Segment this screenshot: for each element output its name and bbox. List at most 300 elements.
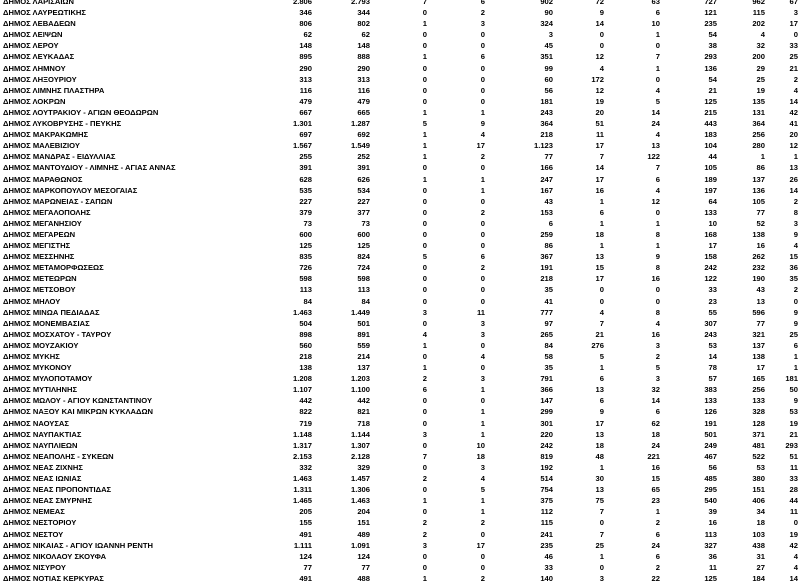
value-cell: 777 bbox=[540, 307, 553, 317]
value-cell: 103 bbox=[752, 529, 765, 539]
value-cell: 13 bbox=[651, 141, 660, 151]
value-cell: 9 bbox=[599, 8, 604, 18]
value-cell: 379 bbox=[299, 207, 312, 217]
table-row bbox=[0, 307, 800, 318]
municipality-name-cell: ΔΗΜΟΣ ΛΟΥΤΡΑΚΙΟΥ - ΑΓΙΩΝ ΘΕΟΔΩΡΩΝ bbox=[3, 107, 159, 117]
value-cell: 0 bbox=[422, 485, 427, 495]
value-cell: 205 bbox=[299, 507, 312, 517]
value-cell: 17 bbox=[595, 141, 604, 151]
municipality-name-cell: ΔΗΜΟΣ ΝΕΑΣ ΙΩΝΙΑΣ bbox=[3, 474, 82, 484]
value-cell: 824 bbox=[357, 252, 370, 262]
municipality-name-cell: ΔΗΜΟΣ ΝΕΣΤΟΥ bbox=[3, 529, 64, 539]
value-cell: 42 bbox=[789, 540, 798, 550]
value-cell: 1 bbox=[480, 107, 485, 117]
value-cell: 2 bbox=[655, 518, 660, 528]
value-cell: 364 bbox=[540, 119, 553, 129]
value-cell: 1 bbox=[480, 429, 485, 439]
value-cell: 344 bbox=[357, 8, 370, 18]
value-cell: 36 bbox=[708, 551, 717, 561]
table-row bbox=[0, 462, 800, 473]
value-cell: 29 bbox=[756, 63, 765, 73]
value-cell: 64 bbox=[708, 196, 717, 206]
value-cell: 697 bbox=[299, 130, 312, 140]
value-cell: 4 bbox=[480, 474, 485, 484]
value-cell: 5 bbox=[422, 252, 427, 262]
value-cell: 17 bbox=[595, 274, 604, 284]
value-cell: 1 bbox=[793, 152, 798, 162]
value-cell: 23 bbox=[651, 496, 660, 506]
value-cell: 53 bbox=[789, 407, 798, 417]
value-cell: 898 bbox=[299, 329, 312, 339]
value-cell: 113 bbox=[357, 285, 370, 295]
value-cell: 16 bbox=[651, 462, 660, 472]
value-cell: 52 bbox=[756, 218, 765, 228]
value-cell: 6 bbox=[793, 340, 798, 350]
value-cell: 247 bbox=[540, 174, 553, 184]
value-cell: 24 bbox=[651, 540, 660, 550]
value-cell: 1.144 bbox=[350, 429, 370, 439]
value-cell: 488 bbox=[357, 573, 370, 583]
value-cell: 0 bbox=[422, 207, 427, 217]
value-cell: 155 bbox=[299, 518, 312, 528]
table-row bbox=[0, 185, 800, 196]
municipality-name-cell: ΔΗΜΟΣ ΜΥΚΟΝΟΥ bbox=[3, 363, 72, 373]
value-cell: 1 bbox=[422, 340, 427, 350]
value-cell: 14 bbox=[789, 96, 798, 106]
value-cell: 1 bbox=[760, 152, 765, 162]
value-cell: 148 bbox=[357, 41, 370, 51]
value-cell: 151 bbox=[752, 485, 765, 495]
value-cell: 2 bbox=[480, 518, 485, 528]
value-cell: 1.463 bbox=[292, 474, 312, 484]
value-cell: 19 bbox=[789, 529, 798, 539]
value-cell: 44 bbox=[708, 152, 717, 162]
table-row bbox=[0, 495, 800, 506]
value-cell: 77 bbox=[361, 562, 370, 572]
value-cell: 328 bbox=[752, 407, 765, 417]
value-cell: 18 bbox=[476, 451, 485, 461]
value-cell: 4 bbox=[480, 130, 485, 140]
municipality-name-cell: ΔΗΜΟΣ ΜΩΛΟΥ - ΑΓΙΟΥ ΚΩΝΣΤΑΝΤΙΝΟΥ bbox=[3, 396, 153, 406]
value-cell: 14 bbox=[708, 352, 717, 361]
value-cell: 0 bbox=[422, 352, 427, 361]
value-cell: 48 bbox=[595, 451, 604, 461]
value-cell: 3 bbox=[655, 340, 660, 350]
municipality-name-cell: ΔΗΜΟΣ ΛΑΡΙΣΑΙΩΝ bbox=[3, 0, 75, 6]
value-cell: 10 bbox=[651, 19, 660, 29]
value-cell: 1 bbox=[599, 363, 604, 373]
value-cell: 43 bbox=[544, 196, 553, 206]
value-cell: 242 bbox=[540, 440, 553, 450]
value-cell: 1 bbox=[422, 152, 427, 162]
value-cell: 0 bbox=[422, 462, 427, 472]
value-cell: 7 bbox=[599, 318, 604, 328]
value-cell: 8 bbox=[655, 263, 660, 273]
value-cell: 33 bbox=[789, 41, 798, 51]
value-cell: 77 bbox=[544, 152, 553, 162]
value-cell: 30 bbox=[595, 474, 604, 484]
value-cell: 0 bbox=[422, 241, 427, 251]
value-cell: 166 bbox=[540, 163, 553, 173]
value-cell: 2 bbox=[793, 196, 798, 206]
value-cell: 151 bbox=[357, 518, 370, 528]
municipality-name-cell: ΔΗΜΟΣ ΝΑΥΠΛΙΕΩΝ bbox=[3, 440, 78, 450]
value-cell: 241 bbox=[540, 529, 553, 539]
municipality-name-cell: ΔΗΜΟΣ ΜΑΡΑΘΩΝΟΣ bbox=[3, 174, 83, 184]
value-cell: 438 bbox=[752, 540, 765, 550]
value-cell: 2.128 bbox=[350, 451, 370, 461]
value-cell: 21 bbox=[595, 329, 604, 339]
value-cell: 1 bbox=[480, 407, 485, 417]
municipality-name-cell: ΔΗΜΟΣ ΛΥΚΟΒΡΥΣΗΣ - ΠΕΥΚΗΣ bbox=[3, 119, 122, 129]
value-cell: 25 bbox=[756, 74, 765, 84]
value-cell: 0 bbox=[422, 263, 427, 273]
value-cell: 62 bbox=[303, 30, 312, 40]
value-cell: 227 bbox=[299, 196, 312, 206]
value-cell: 6 bbox=[548, 218, 553, 228]
value-cell: 0 bbox=[422, 85, 427, 95]
value-cell: 1.311 bbox=[293, 485, 312, 495]
value-cell: 534 bbox=[357, 185, 370, 195]
value-cell: 77 bbox=[756, 318, 765, 328]
value-cell: 6 bbox=[655, 407, 660, 417]
value-cell: 481 bbox=[752, 440, 765, 450]
value-cell: 13 bbox=[595, 385, 604, 395]
value-cell: 1.208 bbox=[292, 374, 312, 384]
value-cell: 1.287 bbox=[350, 119, 370, 129]
value-cell: 0 bbox=[422, 440, 427, 450]
table-row bbox=[0, 51, 800, 62]
value-cell: 72 bbox=[595, 0, 604, 6]
value-cell: 56 bbox=[708, 462, 717, 472]
value-cell: 17 bbox=[476, 141, 485, 151]
value-cell: 6 bbox=[480, 252, 485, 262]
value-cell: 21 bbox=[789, 429, 798, 439]
value-cell: 7 bbox=[599, 529, 604, 539]
value-cell: 0 bbox=[480, 396, 485, 406]
municipality-name-cell: ΔΗΜΟΣ ΜΑΝΔΡΑΣ - ΕΙΔΥΛΛΙΑΣ bbox=[3, 152, 116, 162]
value-cell: 514 bbox=[540, 474, 553, 484]
value-cell: 12 bbox=[595, 52, 604, 62]
value-cell: 15 bbox=[651, 474, 660, 484]
value-cell: 276 bbox=[591, 340, 604, 350]
value-cell: 17 bbox=[595, 418, 604, 428]
value-cell: 0 bbox=[599, 296, 604, 306]
value-cell: 0 bbox=[422, 185, 427, 195]
value-cell: 504 bbox=[299, 318, 312, 328]
value-cell: 19 bbox=[756, 85, 765, 95]
value-cell: 1 bbox=[599, 462, 604, 472]
value-cell: 105 bbox=[704, 163, 717, 173]
value-cell: 9 bbox=[655, 252, 660, 262]
value-cell: 168 bbox=[704, 229, 717, 239]
table-row bbox=[0, 207, 800, 218]
value-cell: 1 bbox=[655, 507, 660, 517]
value-cell: 0 bbox=[793, 296, 798, 306]
table-row bbox=[0, 562, 800, 573]
value-cell: 442 bbox=[299, 396, 312, 406]
value-cell: 126 bbox=[704, 407, 717, 417]
value-cell: 895 bbox=[299, 52, 312, 62]
value-cell: 1.465 bbox=[292, 496, 312, 506]
table-row bbox=[0, 85, 800, 96]
value-cell: 3 bbox=[422, 540, 427, 550]
table-row bbox=[0, 40, 800, 51]
value-cell: 84 bbox=[361, 296, 370, 306]
value-cell: 122 bbox=[704, 274, 717, 284]
value-cell: 18 bbox=[595, 229, 604, 239]
value-cell: 9 bbox=[599, 407, 604, 417]
value-cell: 1 bbox=[599, 241, 604, 251]
value-cell: 692 bbox=[357, 130, 370, 140]
value-cell: 0 bbox=[422, 296, 427, 306]
value-cell: 0 bbox=[422, 41, 427, 51]
municipality-name-cell: ΔΗΜΟΣ ΝΕΣΤΟΡΙΟΥ bbox=[3, 518, 77, 528]
value-cell: 0 bbox=[422, 63, 427, 73]
value-cell: 888 bbox=[357, 52, 370, 62]
value-cell: 7 bbox=[655, 52, 660, 62]
value-cell: 255 bbox=[299, 152, 312, 162]
value-cell: 3 bbox=[548, 30, 553, 40]
value-cell: 1.449 bbox=[350, 307, 370, 317]
value-cell: 1 bbox=[422, 19, 427, 29]
value-cell: 1 bbox=[655, 30, 660, 40]
value-cell: 181 bbox=[540, 96, 553, 106]
value-cell: 121 bbox=[704, 8, 717, 18]
value-cell: 192 bbox=[540, 462, 553, 472]
value-cell: 136 bbox=[752, 185, 765, 195]
municipality-name-cell: ΔΗΜΟΣ ΝΕΑΣ ΖΙΧΝΗΣ bbox=[3, 462, 83, 472]
value-cell: 17 bbox=[789, 19, 798, 29]
value-cell: 9 bbox=[793, 229, 798, 239]
value-cell: 104 bbox=[704, 141, 717, 151]
value-cell: 13 bbox=[595, 429, 604, 439]
municipality-name-cell: ΔΗΜΟΣ ΝΑΟΥΣΑΣ bbox=[3, 418, 69, 428]
value-cell: 249 bbox=[704, 440, 717, 450]
value-cell: 53 bbox=[708, 340, 717, 350]
value-cell: 3 bbox=[599, 573, 604, 583]
table-row bbox=[0, 551, 800, 562]
value-cell: 1 bbox=[422, 107, 427, 117]
value-cell: 301 bbox=[540, 418, 553, 428]
value-cell: 54 bbox=[708, 30, 717, 40]
value-cell: 33 bbox=[789, 474, 798, 484]
municipality-name-cell: ΔΗΜΟΣ ΜΑΛΕΒΙΖΙΟΥ bbox=[3, 141, 80, 151]
value-cell: 26 bbox=[789, 174, 798, 184]
value-cell: 13 bbox=[789, 163, 798, 173]
value-cell: 136 bbox=[704, 63, 717, 73]
value-cell: 19 bbox=[595, 96, 604, 106]
municipality-name-cell: ΔΗΜΟΣ ΛΑΥΡΕΩΤΙΚΗΣ bbox=[3, 8, 86, 18]
value-cell: 501 bbox=[704, 429, 717, 439]
value-cell: 891 bbox=[357, 329, 370, 339]
value-cell: 3 bbox=[480, 318, 485, 328]
municipality-name-cell: ΔΗΜΟΣ ΜΕΓΑΡΕΩΝ bbox=[3, 229, 76, 239]
table-row bbox=[0, 118, 800, 129]
value-cell: 559 bbox=[357, 340, 370, 350]
municipality-name-cell: ΔΗΜΟΣ ΜΑΡΚΟΠΟΥΛΟΥ ΜΕΣΟΓΑΙΑΣ bbox=[3, 185, 138, 195]
value-cell: 1 bbox=[480, 185, 485, 195]
value-cell: 406 bbox=[752, 496, 765, 506]
value-cell: 44 bbox=[789, 496, 798, 506]
value-cell: 22 bbox=[651, 573, 660, 583]
table-row bbox=[0, 384, 800, 395]
municipality-name-cell: ΔΗΜΟΣ ΜΑΚΡΑΚΩΜΗΣ bbox=[3, 130, 89, 140]
value-cell: 42 bbox=[789, 107, 798, 117]
value-cell: 835 bbox=[299, 252, 312, 262]
value-cell: 97 bbox=[544, 318, 553, 328]
value-cell: 4 bbox=[655, 318, 660, 328]
value-cell: 479 bbox=[299, 96, 312, 106]
table-row bbox=[0, 406, 800, 417]
value-cell: 3 bbox=[480, 374, 485, 384]
value-cell: 265 bbox=[540, 329, 553, 339]
municipality-name-cell: ΔΗΜΟΣ ΝΙΚΑΙΑΣ - ΑΓΙΟΥ ΙΩΑΝΝΗ ΡΕΝΤΗ bbox=[3, 540, 154, 550]
value-cell: 218 bbox=[299, 352, 312, 361]
value-cell: 383 bbox=[704, 385, 717, 395]
municipality-name-cell: ΔΗΜΟΣ ΛΕΙΨΩΝ bbox=[3, 30, 63, 40]
value-cell: 189 bbox=[704, 174, 717, 184]
value-cell: 628 bbox=[299, 174, 312, 184]
value-cell: 17 bbox=[756, 363, 765, 373]
value-cell: 1 bbox=[480, 496, 485, 506]
table-row bbox=[0, 151, 800, 162]
value-cell: 754 bbox=[540, 485, 553, 495]
value-cell: 133 bbox=[704, 396, 717, 406]
value-cell: 1.457 bbox=[350, 474, 370, 484]
value-cell: 73 bbox=[361, 218, 370, 228]
value-cell: 0 bbox=[480, 529, 485, 539]
value-cell: 158 bbox=[704, 252, 717, 262]
municipality-name-cell: ΔΗΜΟΣ ΛΕΒΑΔΕΩΝ bbox=[3, 19, 76, 29]
value-cell: 9 bbox=[793, 307, 798, 317]
table-row bbox=[0, 529, 800, 540]
municipality-name-cell: ΔΗΜΟΣ ΜΥΛΟΠΟΤΑΜΟΥ bbox=[3, 374, 93, 384]
value-cell: 183 bbox=[704, 130, 717, 140]
value-cell: 5 bbox=[655, 363, 660, 373]
value-cell: 242 bbox=[704, 263, 717, 273]
value-cell: 2.793 bbox=[350, 0, 370, 6]
value-cell: 133 bbox=[752, 396, 765, 406]
value-cell: 32 bbox=[756, 41, 765, 51]
value-cell: 20 bbox=[789, 130, 798, 140]
value-cell: 0 bbox=[422, 318, 427, 328]
municipality-name-cell: ΔΗΜΟΣ ΝΕΑΣ ΠΡΟΠΟΝΤΙΔΑΣ bbox=[3, 485, 112, 495]
value-cell: 84 bbox=[303, 296, 312, 306]
value-cell: 8 bbox=[655, 307, 660, 317]
value-cell: 7 bbox=[655, 163, 660, 173]
value-cell: 1 bbox=[422, 174, 427, 184]
value-cell: 2 bbox=[793, 285, 798, 295]
value-cell: 115 bbox=[540, 518, 553, 528]
table-row bbox=[0, 506, 800, 517]
value-cell: 214 bbox=[357, 352, 370, 361]
value-cell: 105 bbox=[752, 196, 765, 206]
value-cell: 1.111 bbox=[293, 540, 312, 550]
value-cell: 75 bbox=[595, 496, 604, 506]
value-cell: 184 bbox=[752, 573, 765, 583]
value-cell: 7 bbox=[599, 152, 604, 162]
value-cell: 0 bbox=[480, 229, 485, 239]
value-cell: 295 bbox=[704, 485, 717, 495]
value-cell: 1 bbox=[422, 573, 427, 583]
value-cell: 116 bbox=[357, 85, 370, 95]
value-cell: 6 bbox=[655, 529, 660, 539]
value-cell: 58 bbox=[544, 352, 553, 361]
value-cell: 600 bbox=[357, 229, 370, 239]
value-cell: 21 bbox=[708, 85, 717, 95]
value-cell: 25 bbox=[789, 52, 798, 62]
value-cell: 0 bbox=[480, 41, 485, 51]
value-cell: 0 bbox=[422, 74, 427, 84]
value-cell: 290 bbox=[357, 63, 370, 73]
value-cell: 51 bbox=[595, 119, 604, 129]
value-cell: 10 bbox=[476, 440, 485, 450]
municipality-name-cell: ΔΗΜΟΣ ΝΙΣΥΡΟΥ bbox=[3, 562, 66, 572]
value-cell: 3 bbox=[480, 329, 485, 339]
value-cell: 626 bbox=[357, 174, 370, 184]
value-cell: 391 bbox=[299, 163, 312, 173]
value-cell: 0 bbox=[480, 163, 485, 173]
value-cell: 4 bbox=[655, 85, 660, 95]
value-cell: 2 bbox=[480, 263, 485, 273]
municipality-name-cell: ΔΗΜΟΣ ΜΟΥΖΑΚΙΟΥ bbox=[3, 340, 79, 350]
value-cell: 77 bbox=[756, 207, 765, 217]
value-cell: 2 bbox=[480, 8, 485, 18]
value-cell: 1.203 bbox=[350, 374, 370, 384]
value-cell: 0 bbox=[655, 74, 660, 84]
value-cell: 2.806 bbox=[292, 0, 312, 6]
value-cell: 332 bbox=[299, 462, 312, 472]
value-cell: 802 bbox=[357, 19, 370, 29]
municipality-name-cell: ΔΗΜΟΣ ΛΗΞΟΥΡΙΟΥ bbox=[3, 74, 77, 84]
table-row bbox=[0, 540, 800, 551]
municipality-name-cell: ΔΗΜΟΣ ΛΙΜΝΗΣ ΠΛΑΣΤΗΡΑ bbox=[3, 85, 105, 95]
value-cell: 25 bbox=[595, 540, 604, 550]
value-cell: 12 bbox=[789, 141, 798, 151]
table-row bbox=[0, 329, 800, 340]
value-cell: 63 bbox=[651, 0, 660, 6]
value-cell: 0 bbox=[793, 518, 798, 528]
value-cell: 727 bbox=[704, 0, 717, 6]
table-row bbox=[0, 573, 800, 584]
table-row bbox=[0, 96, 800, 107]
value-cell: 218 bbox=[540, 274, 553, 284]
municipality-name-cell: ΔΗΜΟΣ ΜΑΝΤΟΥΔΙΟΥ - ΛΙΜΝΗΣ - ΑΓΙΑΣ ΑΝΝΑΣ bbox=[3, 163, 176, 173]
value-cell: 191 bbox=[704, 418, 717, 428]
value-cell: 125 bbox=[704, 96, 717, 106]
value-cell: 724 bbox=[357, 263, 370, 273]
value-cell: 259 bbox=[540, 229, 553, 239]
value-cell: 190 bbox=[752, 274, 765, 284]
value-cell: 6 bbox=[655, 8, 660, 18]
value-cell: 2.153 bbox=[292, 451, 312, 461]
value-cell: 313 bbox=[299, 74, 312, 84]
value-cell: 6 bbox=[599, 396, 604, 406]
value-cell: 491 bbox=[299, 573, 312, 583]
value-cell: 0 bbox=[655, 285, 660, 295]
value-cell: 181 bbox=[785, 374, 798, 384]
value-cell: 227 bbox=[357, 196, 370, 206]
value-cell: 24 bbox=[651, 440, 660, 450]
table-row bbox=[0, 451, 800, 462]
table-row bbox=[0, 196, 800, 207]
value-cell: 43 bbox=[756, 285, 765, 295]
value-cell: 367 bbox=[540, 252, 553, 262]
value-cell: 131 bbox=[752, 107, 765, 117]
value-cell: 1.301 bbox=[292, 119, 312, 129]
value-cell: 14 bbox=[651, 396, 660, 406]
